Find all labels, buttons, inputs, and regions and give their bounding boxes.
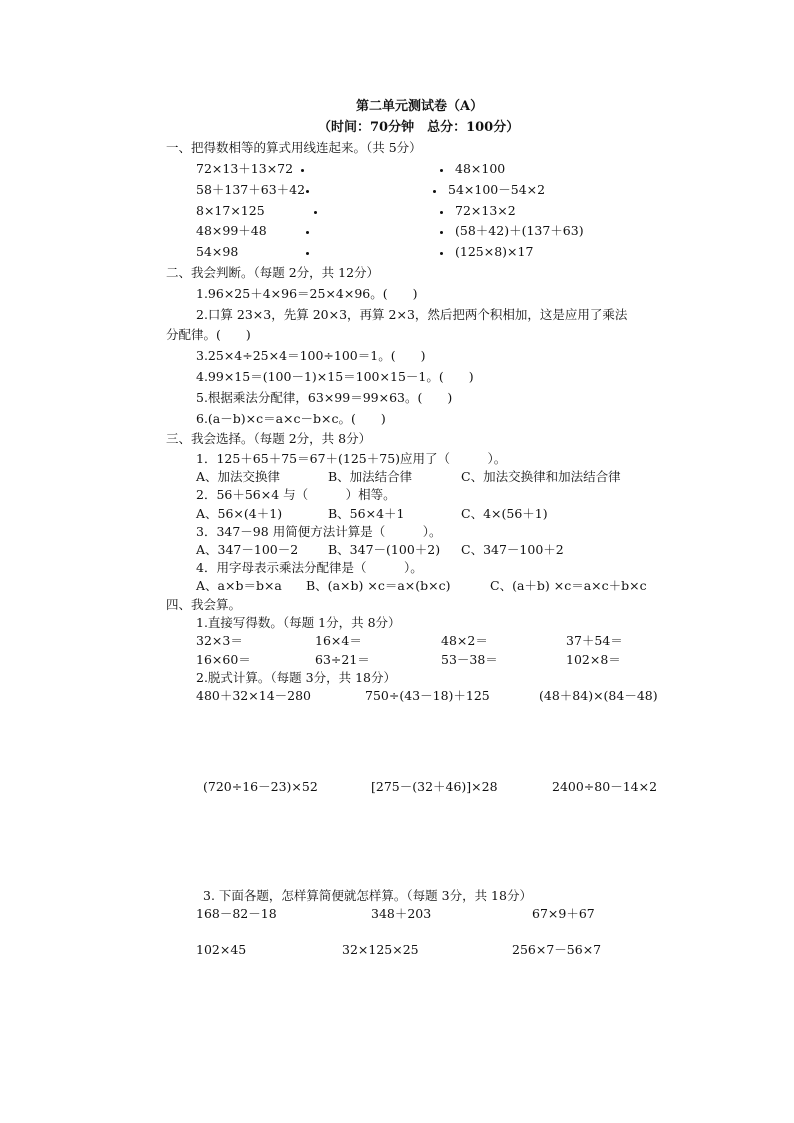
match-right-5: (125×8)×17 xyxy=(455,244,534,259)
match-left-1: 72×13＋13×72 xyxy=(196,161,294,176)
calc-r1-2: 750÷(43－18)＋125 xyxy=(365,688,490,703)
judge-item-3: 3.25×4÷25×4＝100÷100＝1。( ) xyxy=(196,348,426,363)
match-dot-left-4[interactable] xyxy=(306,231,309,234)
oral-r1-4: 37＋54＝ xyxy=(566,633,623,648)
sub2-heading: 2.脱式计算。（每题 3分，共 18分） xyxy=(196,670,396,685)
choice-q4-b[interactable]: B、(a×b) ×c＝a×(b×c) xyxy=(306,578,451,593)
choice-q3: 3．347－98 用简便方法计算是（ ）。 xyxy=(196,524,442,539)
choice-q4: 4．用字母表示乘法分配律是（ ）。 xyxy=(196,560,423,575)
oral-r1-1: 32×3＝ xyxy=(196,633,243,648)
match-dot-right-1[interactable] xyxy=(440,169,443,172)
choice-q3-c[interactable]: C、347－100＋2 xyxy=(461,542,564,557)
choice-q2-b[interactable]: B、56×4＋1 xyxy=(328,506,405,521)
section3-heading: 三、我会选择。（每题 2分，共 8分） xyxy=(166,431,372,446)
oral-r2-4: 102×8＝ xyxy=(566,652,621,667)
oral-r1-3: 48×2＝ xyxy=(441,633,488,648)
page-subtitle: （时间：70分钟 总分：100分） xyxy=(318,120,520,135)
match-left-5: 54×98 xyxy=(196,244,239,259)
judge-item-5: 5.根据乘法分配律，63×99＝99×63。( ) xyxy=(196,390,453,405)
simple-r1-1: 168－82－18 xyxy=(196,906,277,921)
page-title: 第二单元测试卷（A） xyxy=(356,99,484,114)
match-dot-right-5[interactable] xyxy=(440,252,443,255)
match-dot-right-2[interactable] xyxy=(433,190,436,193)
simple-r2-1: 102×45 xyxy=(196,942,247,957)
match-dot-left-1[interactable] xyxy=(301,169,304,172)
oral-r2-3: 53－38＝ xyxy=(441,652,498,667)
section1-heading: 一、把得数相等的算式用线连起来。（共 5分） xyxy=(166,140,422,155)
sub1-heading: 1.直接写得数。（每题 1分，共 8分） xyxy=(196,615,401,630)
judge-item-4: 4.99×15＝(100－1)×15＝100×15－1。( ) xyxy=(196,369,474,384)
calc-r2-1: (720÷16－23)×52 xyxy=(203,779,318,794)
sub3-heading: 3. 下面各题，怎样算简便就怎样算。（每题 3分，共 18分） xyxy=(203,888,532,903)
simple-r1-3: 67×9＋67 xyxy=(532,906,595,921)
choice-q1-a[interactable]: A、加法交换律 xyxy=(196,469,281,484)
oral-r2-1: 16×60＝ xyxy=(196,652,251,667)
choice-q4-a[interactable]: A、a×b＝b×a xyxy=(196,578,282,593)
calc-r2-3: 2400÷80－14×2 xyxy=(552,779,658,794)
choice-q1-b[interactable]: B、加法结合律 xyxy=(328,469,413,484)
match-left-4: 48×99＋48 xyxy=(196,223,267,238)
calc-r1-3: (48＋84)×(84－48) xyxy=(539,688,658,703)
match-dot-left-2[interactable] xyxy=(306,190,309,193)
simple-r2-2: 32×125×25 xyxy=(342,942,419,957)
calc-r1-1: 480＋32×14－280 xyxy=(196,688,312,703)
judge-item-6: 6.(a－b)×c＝a×c－b×c。( ) xyxy=(196,411,386,426)
choice-q1-c[interactable]: C、加法交换律和加法结合律 xyxy=(461,469,621,484)
choice-q2-a[interactable]: A、56×(4＋1) xyxy=(196,506,283,521)
match-left-3: 8×17×125 xyxy=(196,203,265,218)
match-dot-left-3[interactable] xyxy=(314,211,317,214)
match-dot-left-5[interactable] xyxy=(306,252,309,255)
calc-r2-2: [275－(32＋46)]×28 xyxy=(371,779,498,794)
choice-q2-c[interactable]: C、4×(56＋1) xyxy=(461,506,548,521)
match-dot-right-4[interactable] xyxy=(440,231,443,234)
choice-q3-a[interactable]: A、347－100－2 xyxy=(196,542,299,557)
choice-q3-b[interactable]: B、347－(100＋2) xyxy=(328,542,441,557)
match-right-2: 54×100－54×2 xyxy=(448,182,546,197)
match-dot-right-3[interactable] xyxy=(440,211,443,214)
simple-r1-2: 348＋203 xyxy=(371,906,432,921)
judge-item-2: 2.口算 23×3，先算 20×3，再算 2×3，然后把两个积相加，这是应用了乘法 xyxy=(196,307,628,322)
match-right-4: (58＋42)＋(137＋63) xyxy=(455,223,584,238)
oral-r1-2: 16×4＝ xyxy=(315,633,362,648)
section2-heading: 二、我会判断。（每题 2分，共 12分） xyxy=(166,265,380,280)
choice-q4-c[interactable]: C、(a＋b) ×c＝a×c＋b×c xyxy=(490,578,647,593)
choice-q2: 2．56＋56×4 与（ ）相等。 xyxy=(196,487,396,502)
judge-item-1: 1.96×25＋4×96＝25×4×96。( ) xyxy=(196,286,418,301)
simple-r2-3: 256×7－56×7 xyxy=(512,942,602,957)
choice-q1: 1．125＋65＋75＝67＋(125＋75)应用了（ ）。 xyxy=(196,451,507,466)
match-right-1: 48×100 xyxy=(455,161,506,176)
oral-r2-2: 63÷21＝ xyxy=(315,652,370,667)
section4-heading: 四、我会算。 xyxy=(166,597,242,612)
judge-item-2-cont: 分配律。( ) xyxy=(166,327,251,342)
match-right-3: 72×13×2 xyxy=(455,203,516,218)
match-left-2: 58＋137＋63＋42 xyxy=(196,182,306,197)
